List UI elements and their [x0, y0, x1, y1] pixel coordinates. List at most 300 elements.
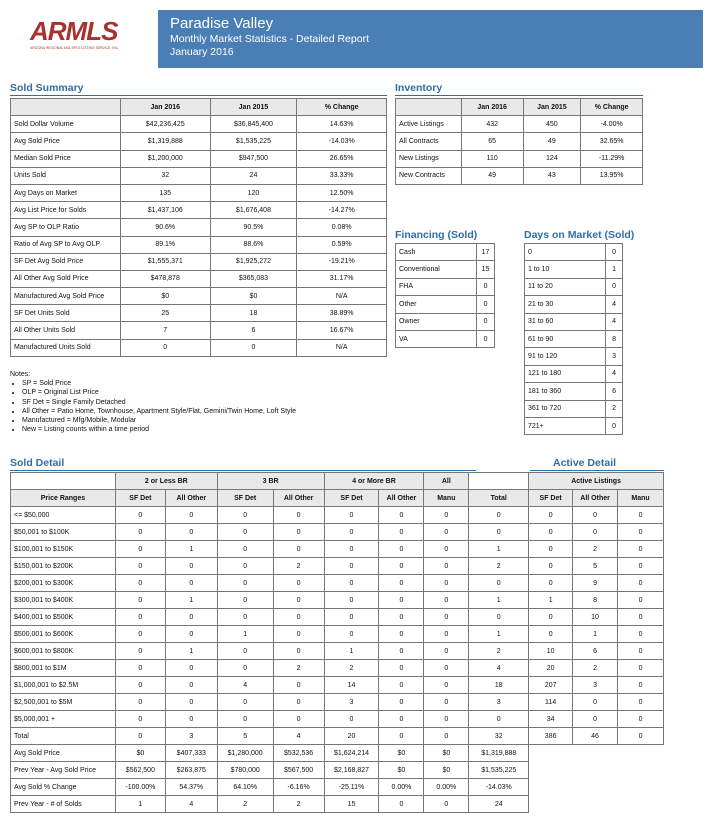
sold-detail-row [11, 677, 664, 694]
sold-summary-cell: $1,535,225 [210, 133, 297, 150]
sold-detail-cell: 0 [115, 524, 165, 541]
sold-detail-rule [10, 470, 476, 471]
days-on-market-cell: 91 to 120 [525, 348, 606, 365]
sold-detail-row [11, 643, 664, 660]
sold-detail-cell: 0 [115, 626, 165, 643]
sold-detail-row [11, 745, 664, 762]
sold-detail-group-header: Active Listings [529, 473, 664, 490]
sold-detail-cell: 0 [618, 677, 664, 694]
days-on-market-row [525, 383, 623, 400]
sold-detail-cell: 0 [618, 711, 664, 728]
sold-detail-cell: 2 [469, 558, 529, 575]
inventory-cell: Active Listings [396, 116, 462, 133]
sold-detail-cell: $0 [379, 745, 424, 762]
sold-detail-cell: 0 [573, 524, 618, 541]
days-on-market-title: Days on Market (Sold) [524, 229, 635, 241]
days-on-market-cell: 11 to 20 [525, 278, 606, 295]
days-on-market-row [525, 417, 623, 434]
sold-detail-cell: 0 [469, 524, 529, 541]
sold-detail-cell: 0 [217, 643, 273, 660]
inventory-cell: New Listings [396, 150, 462, 167]
sold-detail-cell: Avg Sold % Change [11, 779, 116, 796]
sold-detail-cell: 0 [217, 541, 273, 558]
sold-detail-cell: 0 [165, 626, 217, 643]
inventory-cell: 124 [523, 150, 581, 167]
days-on-market-cell: 0 [606, 244, 623, 261]
sold-detail-cell: $1,535,225 [469, 762, 529, 779]
sold-summary-cell: 25 [120, 305, 210, 322]
sold-summary-cell: -14.27% [297, 202, 387, 219]
sold-detail-cell: 0 [217, 609, 273, 626]
days-on-market-cell: 1 to 10 [525, 261, 606, 278]
financing-table [395, 243, 495, 348]
report-period: January 2016 [170, 46, 234, 58]
sold-detail-table [10, 472, 664, 813]
financing-cell: 0 [477, 278, 495, 295]
sold-summary-cell: $1,555,371 [120, 253, 210, 270]
days-on-market-cell: 181 to 360 [525, 383, 606, 400]
sold-detail-cell: 0 [469, 711, 529, 728]
days-on-market-row [525, 400, 623, 417]
sold-detail-cell: 0 [379, 660, 424, 677]
sold-detail-cell: 2 [324, 660, 379, 677]
sold-detail-cell [573, 779, 618, 796]
sold-detail-cell: 0 [273, 677, 324, 694]
financing-cell: FHA [396, 278, 477, 295]
sold-detail-cell: 0 [324, 507, 379, 524]
sold-summary-cell: $1,319,888 [120, 133, 210, 150]
sold-summary-cell: $0 [120, 288, 210, 305]
sold-detail-corner [11, 473, 116, 490]
sold-detail-cell: 0 [165, 575, 217, 592]
report-subtitle: Monthly Market Statistics - Detailed Report [170, 33, 369, 45]
sold-detail-cell: 0 [379, 575, 424, 592]
sold-detail-cell: $0 [115, 745, 165, 762]
sold-detail-cell: -14.03% [469, 779, 529, 796]
sold-detail-cell: $567,500 [273, 762, 324, 779]
sold-detail-cell: 1 [115, 796, 165, 813]
sold-detail-cell: 0 [618, 728, 664, 745]
financing-cell: Conventional [396, 261, 477, 278]
sold-summary-cell: 18 [210, 305, 297, 322]
sold-detail-row [11, 762, 664, 779]
sold-detail-cell: 14 [324, 677, 379, 694]
inventory-column-header: % Change [581, 99, 643, 116]
inventory-cell: -11.29% [581, 150, 643, 167]
sold-detail-cell: 0 [379, 558, 424, 575]
days-on-market-cell: 4 [606, 313, 623, 330]
sold-detail-cell: 0 [115, 677, 165, 694]
sold-summary-cell: $42,236,425 [120, 116, 210, 133]
report-header [158, 10, 703, 68]
sold-summary-row [11, 219, 387, 236]
sold-detail-cell: 3 [573, 677, 618, 694]
sold-detail-cell: 0 [618, 575, 664, 592]
days-on-market-row [525, 365, 623, 382]
sold-detail-cell: 3 [324, 694, 379, 711]
sold-detail-cell: 0 [469, 609, 529, 626]
sold-detail-cell: $150,001 to $200K [11, 558, 116, 575]
sold-detail-cell: 0 [324, 524, 379, 541]
sold-detail-cell: $1,319,888 [469, 745, 529, 762]
sold-detail-cell: 1 [324, 643, 379, 660]
financing-row [396, 261, 495, 278]
sold-detail-row [11, 779, 664, 796]
days-on-market-row [525, 244, 623, 261]
sold-summary-cell: 32 [120, 167, 210, 184]
sold-detail-cell: -100.00% [115, 779, 165, 796]
financing-title: Financing (Sold) [395, 229, 478, 241]
sold-detail-cell: 0 [379, 694, 424, 711]
sold-detail-cell: 0 [618, 558, 664, 575]
sold-summary-cell: 90.5% [210, 219, 297, 236]
sold-summary-cell: 0 [120, 339, 210, 356]
sold-detail-cell: 0 [273, 507, 324, 524]
sold-summary-cell: $36,845,400 [210, 116, 297, 133]
sold-detail-cell: 0 [424, 660, 469, 677]
sold-detail-cell: 2 [273, 796, 324, 813]
sold-detail-cell: 0 [273, 609, 324, 626]
inventory-column-header [396, 99, 462, 116]
sold-detail-cell: $600,001 to $800K [11, 643, 116, 660]
sold-detail-cell: 0 [165, 711, 217, 728]
sold-detail-cell [573, 762, 618, 779]
inventory-cell: All Contracts [396, 133, 462, 150]
days-on-market-row [525, 313, 623, 330]
sold-detail-cell: 114 [529, 694, 573, 711]
sold-summary-cell: Ratio of Avg SP to Avg OLP [11, 236, 121, 253]
sold-summary-cell: 14.63% [297, 116, 387, 133]
note-item: • SP = Sold Price [22, 379, 296, 388]
sold-summary-cell: 90.6% [120, 219, 210, 236]
sold-detail-cell: 9 [573, 575, 618, 592]
sold-summary-cell: 6 [210, 322, 297, 339]
sold-detail-cell: $800,001 to $1M [11, 660, 116, 677]
sold-detail-column-header: Price Ranges [11, 490, 116, 507]
sold-detail-cell: 2 [217, 796, 273, 813]
sold-detail-cell: 0 [379, 609, 424, 626]
sold-detail-cell [529, 745, 573, 762]
sold-summary-cell: Sold Dollar Volume [11, 116, 121, 133]
sold-detail-cell: 0 [115, 609, 165, 626]
sold-detail-cell: $5,000,001 + [11, 711, 116, 728]
sold-detail-cell: 0 [618, 626, 664, 643]
inventory-table [395, 98, 643, 185]
sold-detail-cell: 0 [115, 541, 165, 558]
sold-summary-row [11, 270, 387, 287]
sold-detail-row [11, 796, 664, 813]
sold-detail-cell: 1 [165, 643, 217, 660]
sold-detail-cell [529, 796, 573, 813]
days-on-market-row [525, 261, 623, 278]
sold-detail-row [11, 728, 664, 745]
financing-cell: 0 [477, 296, 495, 313]
sold-detail-cell: 0 [217, 660, 273, 677]
sold-summary-cell: 33.33% [297, 167, 387, 184]
active-detail-rule [530, 470, 664, 471]
sold-detail-cell: $500,001 to $600K [11, 626, 116, 643]
sold-detail-cell: 0.00% [379, 779, 424, 796]
sold-detail-cell: 0 [424, 507, 469, 524]
sold-detail-cell [618, 762, 664, 779]
financing-row [396, 296, 495, 313]
sold-detail-row [11, 558, 664, 575]
inventory-cell: 49 [523, 133, 581, 150]
sold-detail-cell: 0 [424, 592, 469, 609]
note-item: • New = Listing counts within a time period [22, 425, 296, 434]
inventory-cell: 65 [461, 133, 523, 150]
sold-detail-cell: -25.11% [324, 779, 379, 796]
sold-summary-column-header: Jan 2016 [120, 99, 210, 116]
sold-summary-cell: Manufactured Avg Sold Price [11, 288, 121, 305]
sold-detail-cell: 64.10% [217, 779, 273, 796]
sold-summary-cell: 16.67% [297, 322, 387, 339]
sold-detail-cell: -6.16% [273, 779, 324, 796]
logo-subtext: ARIZONA REGIONAL MULTIPLE LISTING SERVICE, INC. [30, 46, 120, 50]
sold-detail-cell: 0 [273, 711, 324, 728]
inventory-cell: 432 [461, 116, 523, 133]
sold-detail-cell: 0 [379, 541, 424, 558]
sold-detail-cell: 2 [469, 643, 529, 660]
days-on-market-cell: 1 [606, 261, 623, 278]
sold-detail-cell: 0 [379, 626, 424, 643]
sold-detail-cell: $50,001 to $100K [11, 524, 116, 541]
sold-detail-cell: 1 [217, 626, 273, 643]
days-on-market-cell: 4 [606, 296, 623, 313]
sold-summary-cell: 88.6% [210, 236, 297, 253]
sold-summary-cell: SF Det Avg Sold Price [11, 253, 121, 270]
sold-detail-cell: 0 [115, 711, 165, 728]
sold-detail-column-header: All Other [165, 490, 217, 507]
financing-cell: Other [396, 296, 477, 313]
sold-summary-row [11, 253, 387, 270]
inventory-cell: 43 [523, 167, 581, 184]
sold-summary-cell: $1,676,408 [210, 202, 297, 219]
inventory-cell: 110 [461, 150, 523, 167]
sold-summary-row [11, 167, 387, 184]
inventory-rule [395, 95, 643, 96]
sold-detail-cell: Prev Year - Avg Sold Price [11, 762, 116, 779]
sold-detail-cell: 0 [529, 609, 573, 626]
sold-detail-cell: 0 [273, 575, 324, 592]
sold-detail-cell: 0 [424, 626, 469, 643]
inventory-row [396, 167, 643, 184]
sold-summary-cell: $1,200,000 [120, 150, 210, 167]
sold-summary-cell: N/A [297, 288, 387, 305]
sold-detail-cell: 0 [324, 558, 379, 575]
sold-detail-row [11, 592, 664, 609]
sold-detail-cell: Prev Year - # of Solds [11, 796, 116, 813]
sold-summary-cell: 135 [120, 184, 210, 201]
armls-logo [30, 18, 130, 56]
sold-summary-cell: N/A [297, 339, 387, 356]
sold-detail-cell: 0 [424, 524, 469, 541]
days-on-market-cell: 0 [525, 244, 606, 261]
days-on-market-cell: 31 to 60 [525, 313, 606, 330]
sold-detail-cell: 54.37% [165, 779, 217, 796]
sold-detail-cell: 0 [379, 507, 424, 524]
sold-detail-cell: 0 [115, 728, 165, 745]
days-on-market-cell: 0 [606, 417, 623, 434]
sold-summary-cell: 120 [210, 184, 297, 201]
sold-detail-cell: Total [11, 728, 116, 745]
sold-summary-cell: SF Det Units Sold [11, 305, 121, 322]
sold-detail-cell: 0 [165, 507, 217, 524]
sold-detail-cell: 0 [618, 541, 664, 558]
sold-detail-cell: 1 [165, 541, 217, 558]
sold-detail-cell: 2 [573, 660, 618, 677]
sold-detail-column-header: All Other [273, 490, 324, 507]
inventory-row [396, 150, 643, 167]
sold-detail-row [11, 711, 664, 728]
note-item: • All Other = Patio Home, Townhouse, Apartment Style/Flat, Gemini/Twin Home, Loft Style [22, 407, 296, 416]
financing-cell: 0 [477, 330, 495, 347]
inventory-cell: New Contracts [396, 167, 462, 184]
sold-detail-cell: 10 [529, 643, 573, 660]
days-on-market-row [525, 330, 623, 347]
sold-detail-cell: $0 [424, 745, 469, 762]
sold-summary-cell: Median Sold Price [11, 150, 121, 167]
sold-summary-cell: $365,083 [210, 270, 297, 287]
financing-row [396, 313, 495, 330]
sold-detail-cell: 0 [165, 558, 217, 575]
sold-detail-cell: 0 [618, 643, 664, 660]
active-detail-title: Active Detail [553, 457, 617, 469]
sold-detail-cell: 0 [469, 507, 529, 524]
sold-detail-cell: 0 [379, 643, 424, 660]
sold-detail-cell: 0 [618, 694, 664, 711]
sold-detail-cell: 0 [379, 677, 424, 694]
sold-detail-row [11, 524, 664, 541]
days-on-market-cell: 0 [606, 278, 623, 295]
sold-summary-cell: $478,878 [120, 270, 210, 287]
sold-detail-cell [618, 745, 664, 762]
financing-cell: 17 [477, 244, 495, 261]
inventory-row [396, 116, 643, 133]
sold-detail-cell: 0 [379, 796, 424, 813]
sold-detail-cell: $400,001 to $500K [11, 609, 116, 626]
sold-summary-cell: 0.59% [297, 236, 387, 253]
days-on-market-cell: 721+ [525, 417, 606, 434]
financing-row [396, 278, 495, 295]
sold-detail-cell: $1,624,214 [324, 745, 379, 762]
sold-detail-cell: 0 [115, 507, 165, 524]
sold-detail-cell: 0 [424, 609, 469, 626]
sold-detail-cell: 0 [424, 677, 469, 694]
sold-summary-cell: -14.03% [297, 133, 387, 150]
sold-detail-cell: <= $50,000 [11, 507, 116, 524]
sold-detail-column-header: Manu [424, 490, 469, 507]
notes-title: Notes: [10, 371, 31, 378]
sold-detail-cell: 18 [469, 677, 529, 694]
days-on-market-cell: 61 to 90 [525, 330, 606, 347]
sold-detail-column-header: Total [469, 490, 529, 507]
sold-detail-cell: 0 [379, 524, 424, 541]
sold-summary-cell: 38.89% [297, 305, 387, 322]
sold-detail-cell: 0 [115, 694, 165, 711]
sold-detail-cell: $263,875 [165, 762, 217, 779]
sold-detail-row [11, 694, 664, 711]
sold-detail-cell: $0 [379, 762, 424, 779]
sold-detail-row [11, 609, 664, 626]
sold-detail-cell: 0 [324, 592, 379, 609]
sold-detail-cell: $1,000,001 to $2.5M [11, 677, 116, 694]
sold-detail-cell: 0 [424, 575, 469, 592]
sold-summary-cell: Manufactured Units Sold [11, 339, 121, 356]
sold-detail-cell: 0 [324, 711, 379, 728]
sold-detail-row [11, 575, 664, 592]
sold-detail-cell: 0 [529, 558, 573, 575]
sold-summary-row [11, 202, 387, 219]
sold-detail-cell: $200,001 to $300K [11, 575, 116, 592]
sold-summary-title: Sold Summary [10, 82, 84, 94]
sold-detail-cell: 207 [529, 677, 573, 694]
sold-summary-row [11, 322, 387, 339]
days-on-market-row [525, 348, 623, 365]
sold-detail-cell: 0 [618, 660, 664, 677]
sold-summary-cell: 89.1% [120, 236, 210, 253]
sold-detail-cell: 0 [424, 558, 469, 575]
sold-detail-cell: 3 [469, 694, 529, 711]
sold-detail-cell: 0 [424, 796, 469, 813]
sold-detail-cell: 0 [529, 626, 573, 643]
inventory-column-header: Jan 2016 [461, 99, 523, 116]
sold-detail-cell: 1 [573, 626, 618, 643]
sold-detail-cell: 20 [324, 728, 379, 745]
sold-detail-cell: 4 [217, 677, 273, 694]
sold-detail-cell: 0 [379, 728, 424, 745]
sold-detail-cell: 0 [165, 609, 217, 626]
sold-detail-cell: 10 [573, 609, 618, 626]
sold-summary-cell: 7 [120, 322, 210, 339]
inventory-cell: 450 [523, 116, 581, 133]
days-on-market-cell: 6 [606, 383, 623, 400]
sold-detail-cell: 4 [273, 728, 324, 745]
sold-detail-row [11, 541, 664, 558]
sold-detail-row [11, 507, 664, 524]
sold-detail-cell: 0 [217, 507, 273, 524]
sold-detail-cell: 0 [217, 711, 273, 728]
sold-detail-cell: 0 [469, 575, 529, 592]
days-on-market-cell: 4 [606, 365, 623, 382]
sold-detail-cell: 0 [115, 643, 165, 660]
sold-detail-group-header: All [424, 473, 469, 490]
sold-detail-cell: 5 [217, 728, 273, 745]
sold-summary-column-header: % Change [297, 99, 387, 116]
sold-summary-cell: 24 [210, 167, 297, 184]
sold-detail-cell: 0 [618, 507, 664, 524]
sold-detail-cell: 0 [165, 694, 217, 711]
sold-detail-cell: $2,500,001 to $5M [11, 694, 116, 711]
financing-cell: Cash [396, 244, 477, 261]
days-on-market-row [525, 278, 623, 295]
logo-text: ARMLS [30, 16, 118, 46]
sold-detail-cell: 0 [424, 711, 469, 728]
inventory-cell: -4.00% [581, 116, 643, 133]
sold-detail-title: Sold Detail [10, 457, 65, 469]
sold-summary-cell: $1,437,106 [120, 202, 210, 219]
sold-detail-cell: $407,333 [165, 745, 217, 762]
notes-list [10, 379, 296, 434]
sold-detail-row [11, 660, 664, 677]
sold-detail-cell: 0 [424, 541, 469, 558]
sold-detail-cell: 1 [469, 626, 529, 643]
sold-detail-row [11, 626, 664, 643]
sold-summary-row [11, 184, 387, 201]
days-on-market-cell: 121 to 180 [525, 365, 606, 382]
note-item: • OLP = Original List Price [22, 388, 296, 397]
sold-detail-cell: 46 [573, 728, 618, 745]
